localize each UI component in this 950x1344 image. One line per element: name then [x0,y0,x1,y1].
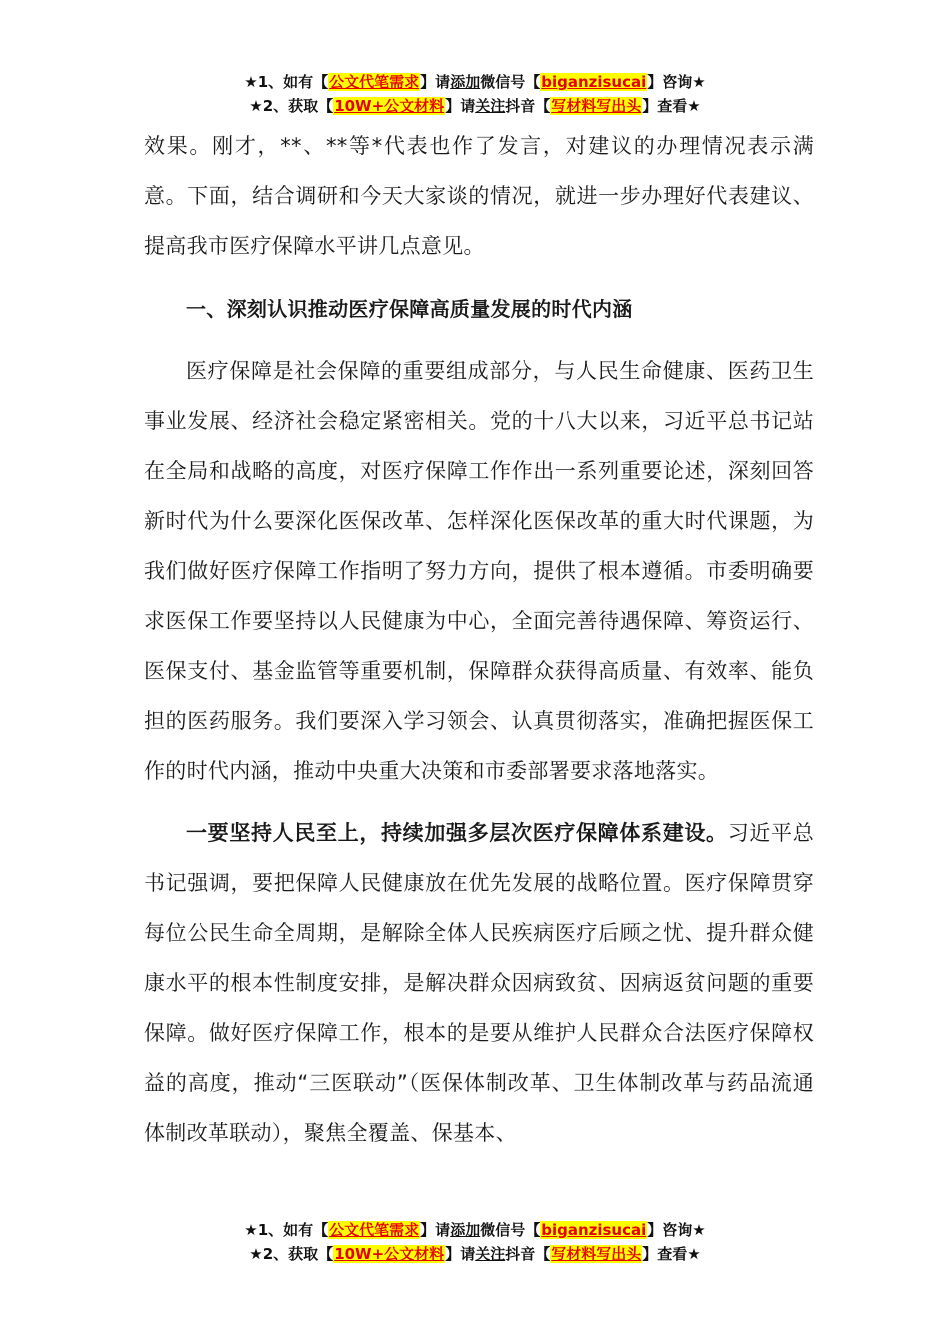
highlight-materials: 10W+公文材料 [334,1245,445,1263]
highlight-writing-service: 公文代笔需求 [329,1221,420,1239]
highlight-wechat-id: biganzisucai [541,73,647,91]
paragraph-intro: 效果。刚才，**、**等*代表也作了发言，对建议的办理情况表示满意。下面，结合调研和今天大家谈的情况，就进一步办理好代表建议、提高我市医疗保障水平讲几点意见。 [144,134,814,258]
section-heading-1: 一、深刻认识推动医疗保障高质量发展的时代内涵 [186,297,633,321]
paragraph-lead-sentence: 一要坚持人民至上，持续加强多层次医疗保障体系建设。 [186,821,728,845]
banner-line-1: ★1、如有【公文代笔需求】请添加微信号【biganzisucai】咨询★ [244,1221,706,1239]
highlight-douyin-account: 写材料写出头 [551,1245,642,1263]
highlight-douyin-account: 写材料写出头 [551,97,642,115]
paragraph-body-text: 习近平总书记强调，要把保障人民健康放在优先发展的战略位置。医疗保障贯穿每位公民生命全周期，是解除全体人民疾病医疗后顾之忧、提升群众健康水平的根本性制度安排，是解决群众因病致贫、因病返贫问题的重要保障。做好医疗保障工作，根本的是要从维护人民群众合法医疗保障权益的高度，推动“三医联动”（医保体制改革、卫生体制改革与药品流通体制改革联动），聚焦全覆盖、保基本、 [144,821,815,1145]
paragraph-medical-security: 医疗保障是社会保障的重要组成部分，与人民生命健康、医药卫生事业发展、经济社会稳定紧密相关。党的十八大以来，习近平总书记站在全局和战略的高度，对医疗保障工作作出一系列重要论述，深刻回答新时代为什么要深化医保改革、怎样深化医保改革的重大时代课题，为我们做好医疗保障工作指明了努力方向，提供了根本遵循。市委明确要求医保工作要坚持以人民健康为中心，全面完善待遇保障、筹资运行、医保支付、基金监管等重要机制，保障群众获得高质量、有效率、能负担的医药服务。我们要深入学习领会、认真贯彻落实，准确把握医保工作的时代内涵，推动中央重大决策和市委部署要求落地落实。 [144,359,814,783]
header-banner [0,70,950,118]
banner-line-2: ★2、获取【10W+公文材料】请关注抖音【写材料写出头】查看★ [249,1245,701,1263]
document-body [144,121,814,1158]
highlight-wechat-id: biganzisucai [541,1221,647,1239]
banner-line-2: ★2、获取【10W+公文材料】请关注抖音【写材料写出头】查看★ [249,97,701,115]
footer-banner [0,1218,950,1266]
highlight-materials: 10W+公文材料 [334,97,445,115]
paragraph-people-first [144,808,814,1158]
banner-line-1: ★1、如有【公文代笔需求】请添加微信号【biganzisucai】咨询★ [244,73,706,91]
highlight-writing-service: 公文代笔需求 [329,73,420,91]
